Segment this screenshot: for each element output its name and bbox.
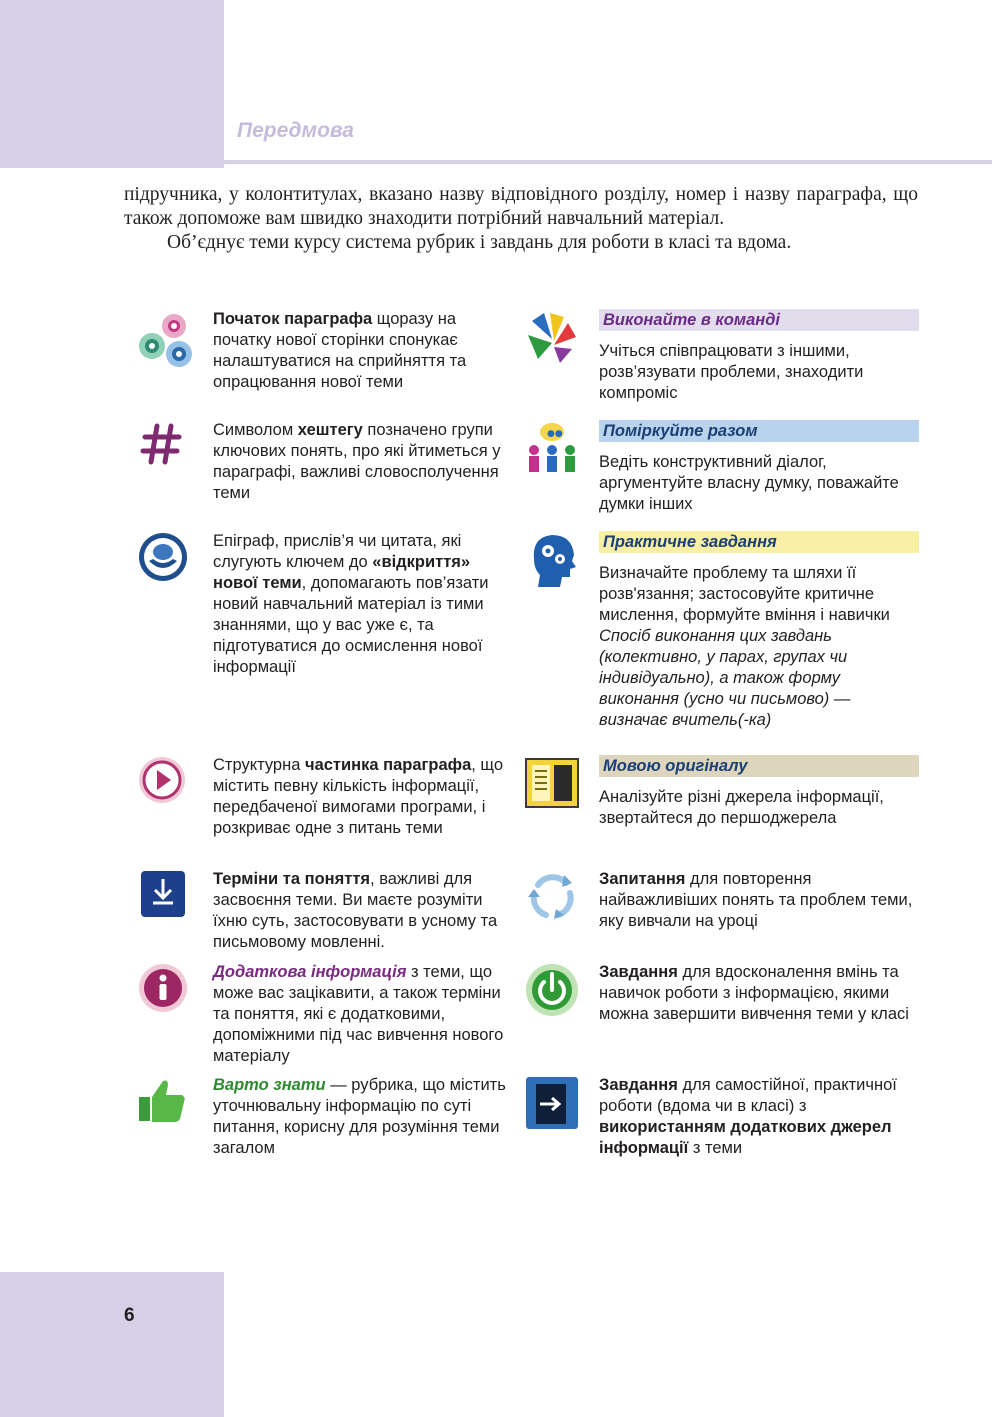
rubric-text: Терміни та поняття, важливі для засвоєння теми. Ви маєте розуміти їхню суть, застосовувати в усному та письмовому мовленні. (213, 870, 498, 951)
rubric-text: Виконайте в команді Учіться співпрацювати з іншими, розв’язувати проблеми, знаходити компроміс (599, 309, 919, 404)
open-book-icon (524, 755, 574, 805)
people-discussion-icon (524, 420, 574, 470)
svg-text:●●: ●● (547, 429, 563, 439)
rubric-text: Завдання для вдосконалення вмінь та навичок роботи з інформацією, якими можна завершити вивчення теми у класі (599, 963, 909, 1023)
intro-paragraph-2: Об’єднує теми курсу система рубрик і завдань для роботи в класі та вдома. (167, 232, 792, 253)
hashtag-icon (137, 420, 187, 470)
page-number: 6 (124, 1305, 135, 1326)
gears-icon (137, 309, 187, 359)
header-rule (224, 160, 992, 164)
play-icon (137, 755, 187, 805)
rubric-title: Мовою оригіналу (599, 755, 919, 777)
team-hands-icon (524, 309, 574, 359)
rubric-title: Практичне завдання (599, 531, 919, 553)
rubric-text: Варто знати — рубрика, що містить уточнювальну інформацію по суті питання, корисну для розуміння теми загалом (213, 1076, 506, 1157)
recycle-arrows-icon (524, 869, 574, 919)
thumbs-up-icon (137, 1075, 187, 1125)
rubric-text: Епіграф, прислів’я чи цитата, які слугують ключем до «відкриття» нової теми, допомагають пов’язати новий навчальний матеріал із тими знаннями, що у вас уже є, та підготуватися до осмислення нової інформації (213, 532, 489, 676)
door-arrow-icon (524, 1075, 574, 1125)
rubric-text: Додаткова інформація з теми, що може вас зацікавити, а також терміни та поняття, які є додатковими, допоміжними під час вивчення нового матеріалу (213, 963, 504, 1065)
running-header: Передмова (237, 119, 354, 142)
rubric-text: Мовою оригіналу Аналізуйте різні джерела інформації, звертайтеся до першоджерела (599, 755, 919, 829)
intro-paragraph-1: підручника, у колонтитулах, вказано назву відповідного розділу, номер і назву параграфа, що також допоможе вам швидко знаходити потрібний навчальний матеріал. (124, 184, 918, 229)
head-gears-icon (524, 531, 574, 581)
corner-decoration-top (0, 0, 224, 168)
rubric-text: Завдання для самостійної, практичної роботи (вдома чи в класі) з використанням додаткових джерел інформації з теми (599, 1076, 897, 1157)
rubric-title: Поміркуйте разом (599, 420, 919, 442)
rubric-text: Запитання для повторення найважливіших понять та проблем теми, яку вивчали на уроці (599, 870, 913, 930)
info-icon (137, 962, 187, 1012)
rubric-text: Практичне завдання Визначайте проблему та шляхи її розв'язання; застосовуйте критичне мислення, формуйте вміння і навички Спосіб виконання цих завдань (колективно, у парах, групах чи індивідуально), а також форму виконання (усно чи письмово) — визначає вчитель(-ка) (599, 531, 919, 731)
brain-hands-icon (137, 531, 187, 581)
power-icon (524, 962, 574, 1012)
corner-decoration-bottom (0, 1272, 224, 1417)
rubric-text: Структурна частинка параграфа, що містить певну кількість інформації, передбаченої вимогами програми, і розкриває одне з питань теми (213, 756, 504, 837)
rubric-title: Виконайте в команді (599, 309, 919, 331)
rubric-text: Початок параграфа щоразу на початку нової сторінки спонукає налаштуватися на сприйняття та опрацювання нової теми (213, 310, 467, 391)
rubric-text: Поміркуйте разом Ведіть конструктивний діалог, аргументуйте власну думку, поважайте думки інших (599, 420, 919, 515)
rubric-note: Спосіб виконання цих завдань (колективно, у парах, групах чи індивідуально), а також форму виконання (усно чи письмово) — визначає вчитель(-ка) (599, 627, 851, 729)
rubric-text: Символом хештегу позначено групи ключових понять, про які йтиметься у параграфі, важливі словосполучення теми (213, 421, 501, 502)
download-icon (137, 869, 187, 919)
intro-text (124, 183, 918, 255)
